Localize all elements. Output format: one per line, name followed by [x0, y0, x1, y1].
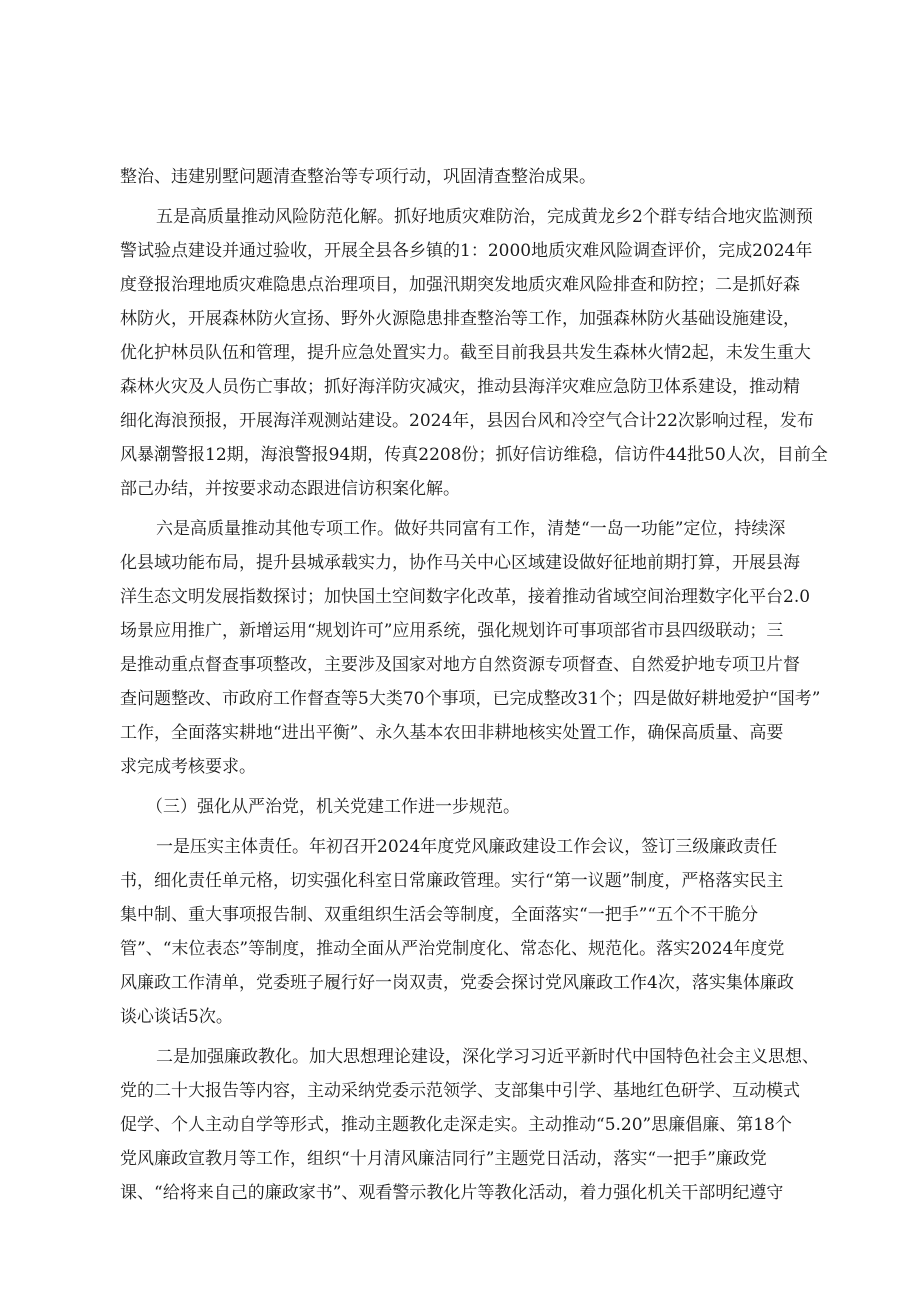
text-line: 二是加强廉政教化。加大思想理论建设，深化学习习近平新时代中国特色社会主义思想、 — [156, 1047, 819, 1067]
text-line: 度登报治理地质灾难隐患点治理项目，加强汛期突发地质灾难风险排查和防控；二是抓好森 — [120, 275, 800, 295]
text-line: 林防火，开展森林防火宣扬、野外火源隐患排查整治等工作，加强森林防火基础设施建设， — [120, 309, 800, 329]
text-line: 一是压实主体责任。年初召开2024年度党风廉政建设工作会议，签订三级廉政责任 — [156, 837, 778, 857]
text-line: 森林火灾及人员伤亡事故；抓好海洋防灾减灾，推动县海洋灾难应急防卫体系建设，推动精 — [120, 377, 800, 397]
text-line: 管”、“末位表态”等制度，推动全面从严治党制度化、常态化、规范化。落实2024年度党 — [120, 939, 785, 959]
text-line: 化县域功能布局，提升县城承载实力，协作马关中心区域建设做好征地前期打算，开展县海 — [120, 553, 800, 573]
section-heading: （三）强化从严治党，机关党建工作进一步规范。 — [146, 797, 520, 817]
text-line: 场景应用推广，新增运用“规划许可”应用系统，强化规划许可事项部省市县四级联动；三 — [120, 621, 784, 641]
text-line: 求完成考核要求。 — [120, 757, 256, 777]
text-line: 整治、违建别墅问题清查整治等专项行动，巩固清查整治成果。 — [120, 167, 596, 187]
text-line: 风廉政工作清单，党委班子履行好一岗双责，党委会探讨党风廉政工作4次，落实集体廉政 — [120, 973, 794, 993]
text-line: 六是高质量推动其他专项工作。做好共同富有工作，清楚“一岛一功能”定位，持续深 — [156, 519, 786, 539]
text-line: 警试验点建设并通过验收，开展全县各乡镇的1：2000地质灾难风险调查评价，完成2024年 — [120, 241, 813, 261]
text-line: 细化海浪预报，开展海洋观测站建设。2024年，县因台风和冷空气合计22次影响过程，发布 — [120, 411, 814, 431]
text-line: 优化护林员队伍和管理，提升应急处置实力。截至目前我县共发生森林火情2起，未发生重大 — [120, 343, 811, 363]
text-line: 党风廉政宣教月等工作，组织“十月清风廉洁同行”主题党日活动，落实“一把手”廉政党 — [120, 1149, 767, 1169]
text-line: 课、“给将来自己的廉政家书”、观看警示教化片等教化活动，着力强化机关干部明纪遵守 — [120, 1183, 784, 1203]
text-line: 是推动重点督查事项整改，主要涉及国家对地方自然资源专项督查、自然爱护地专项卫片督 — [120, 655, 800, 675]
text-line: 工作，全面落实耕地“进出平衡”、永久基本农田非耕地核实处置工作，确保高质量、高要 — [120, 723, 784, 743]
text-line: 促学、个人主动自学等形式，推动主题教化走深走实。主动推动“5.20”思廉倡廉、第18个 — [120, 1115, 792, 1135]
text-line: 五是高质量推动风险防范化解。抓好地质灾难防治，完成黄龙乡2个群专结合地灾监测预 — [156, 207, 813, 227]
text-line: 洋生态文明发展指数探讨；加快国土空间数字化改革，接着推动省域空间治理数字化平台2.0 — [120, 587, 811, 607]
text-line: 风暴潮警报12期，海浪警报94期，传真2208份；抓好信访维稳，信访件44批50人次，目前全 — [120, 445, 828, 465]
text-line: 书，细化责任单元格，切实强化科室日常廉政管理。实行“第一议题”制度，严格落实民主 — [120, 871, 784, 891]
text-line: 谈心谈话5次。 — [120, 1007, 233, 1027]
text-line: 部己办结，并按要求动态跟进信访积案化解。 — [120, 479, 460, 499]
text-line: 查问题整改、市政府工作督查等5大类70个事项，已完成整改31个；四是做好耕地爱护“国考” — [120, 689, 821, 709]
text-line: 党的二十大报告等内容，主动采纳党委示范领学、支部集中引学、基地红色研学、互动模式 — [120, 1081, 800, 1101]
text-line: 集中制、重大事项报告制、双重组织生活会等制度，全面落实“一把手”“五个不干脆分 — [120, 905, 759, 925]
